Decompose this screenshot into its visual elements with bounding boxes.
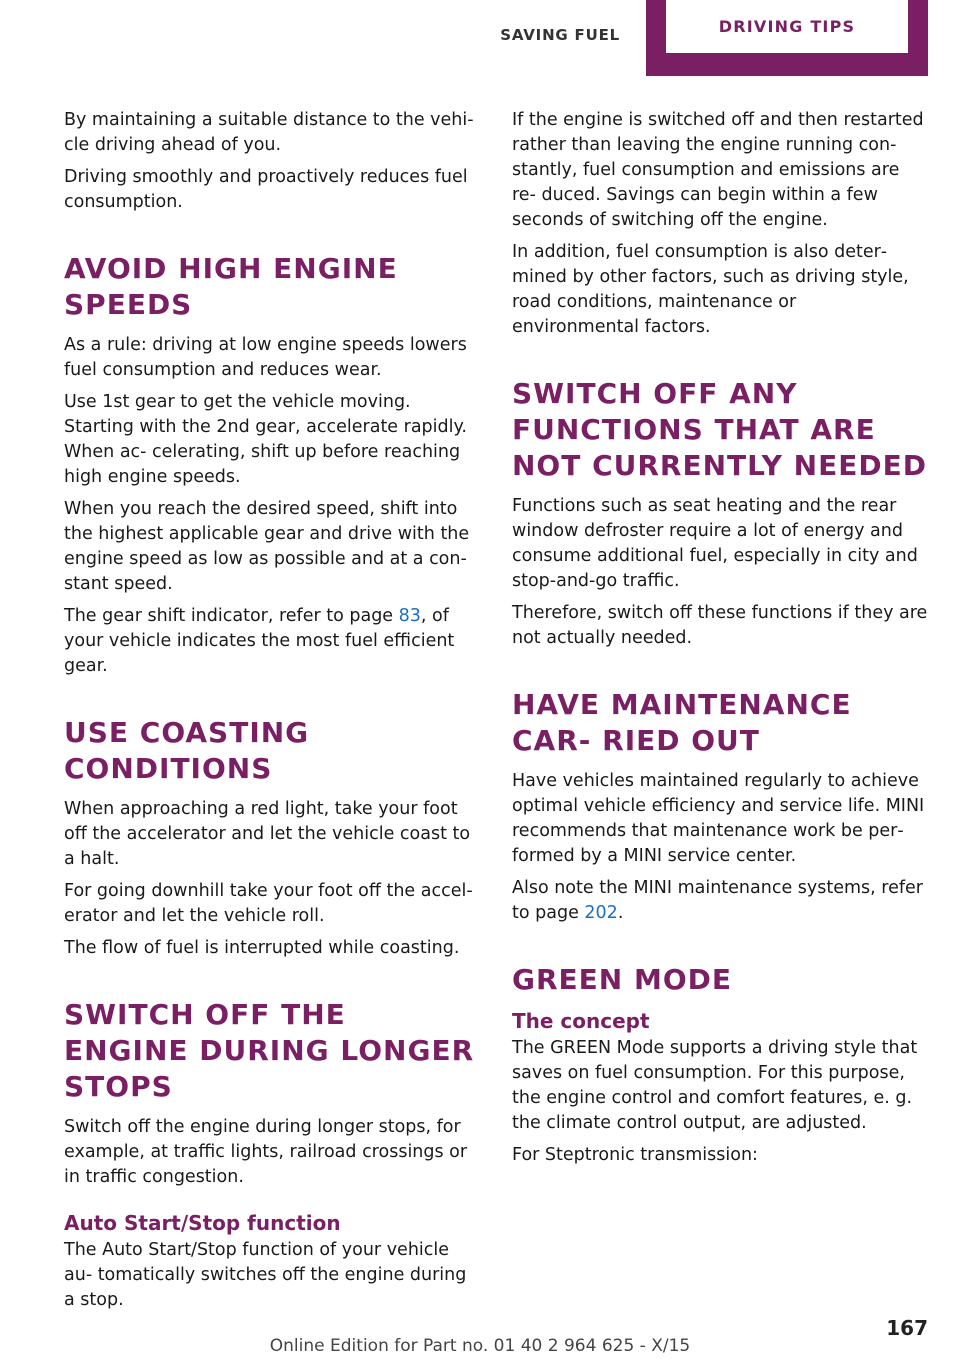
heading-avoid-high-engine-speeds: AVOID HIGH ENGINE SPEEDS bbox=[64, 252, 398, 321]
paragraph: As a rule: driving at low engine speeds lowers fuel consumption and reduces wear. bbox=[64, 335, 467, 380]
page-link-83[interactable]: 83 bbox=[398, 606, 421, 626]
paragraph: Driving smoothly and proactively reduces fuel consumption. bbox=[64, 167, 468, 212]
subheading-the-concept: The concept bbox=[512, 1009, 650, 1033]
heading-switch-off-functions: SWITCH OFF ANY FUNCTIONS THAT ARE NOT CURRENTLY NEEDED bbox=[512, 377, 927, 482]
text: , of your vehicle indicates the most fuel efficient gear. bbox=[64, 606, 455, 676]
paragraph-maintenance-systems bbox=[512, 876, 928, 926]
paragraph: When you reach the desired speed, shift into the highest applicable gear and drive with the engine speed as low as possible and at a con‐ stant speed. bbox=[64, 499, 470, 594]
paragraph: The GREEN Mode supports a driving style that saves on fuel consumption. For this purpose, the engine control and comfort features, e. g. the climate control output, are adjusted. bbox=[512, 1038, 918, 1133]
paragraph: Have vehicles maintained regularly to achieve optimal vehicle efficiency and service life. MINI recommends that maintenance work be per‐ formed by a MINI service center. bbox=[512, 771, 925, 866]
paragraph: In addition, fuel consumption is also deter‐ mined by other factors, such as driving style, road conditions, maintenance or environmental factors. bbox=[512, 242, 909, 337]
paragraph: The Auto Start/Stop function of your vehicle au‐ tomatically switches off the engine during a stop. bbox=[64, 1240, 467, 1310]
text: The gear shift indicator, refer to page bbox=[64, 606, 399, 626]
paragraph: For going downhill take your foot off the accel‐ erator and let the vehicle roll. bbox=[64, 881, 473, 926]
edition-footer: Online Edition for Part no. 01 40 2 964 625 - X/15 bbox=[269, 1336, 691, 1356]
text: . bbox=[617, 903, 624, 923]
paragraph: Therefore, switch off these functions if they are not actually needed. bbox=[512, 603, 928, 648]
paragraph: For Steptronic transmission: bbox=[512, 1145, 758, 1165]
paragraph: Switch off the engine during longer stops, for example, at traffic lights, railroad crossings or in traffic congestion. bbox=[64, 1117, 468, 1187]
heading-use-coasting-conditions: USE COASTING CONDITIONS bbox=[64, 716, 310, 785]
chapter-tab bbox=[646, 0, 928, 76]
text: Also note the MINI maintenance systems, refer to page bbox=[512, 878, 923, 923]
paragraph: Functions such as seat heating and the rear window defroster require a lot of energy and consume additional fuel, especially in city and stop-and-go traffic. bbox=[512, 496, 918, 591]
page-link-202[interactable]: 202 bbox=[584, 903, 618, 923]
heading-switch-off-engine: SWITCH OFF THE ENGINE DURING LONGER STOPS bbox=[64, 998, 475, 1103]
paragraph-gear-shift bbox=[64, 604, 480, 679]
subheading-auto-start-stop: Auto Start/Stop function bbox=[64, 1211, 341, 1235]
paragraph: Use 1st gear to get the vehicle moving. Starting with the 2nd gear, accelerate rapidly. When ac‐ celerating, shift up before reaching high engine speeds. bbox=[64, 392, 467, 487]
section-tab: SAVING FUEL bbox=[500, 26, 620, 44]
heading-green-mode: GREEN MODE bbox=[512, 963, 733, 996]
paragraph: When approaching a red light, take your foot off the accelerator and let the vehicle coast to a halt. bbox=[64, 799, 471, 869]
paragraph: By maintaining a suitable distance to the vehi‐ cle driving ahead of you. bbox=[64, 110, 474, 155]
paragraph: If the engine is switched off and then restarted rather than leaving the engine running con‐ stantly, fuel consumption and emissions are re‐ duced. Savings can begin within a few seconds of switching off the engine. bbox=[512, 110, 924, 230]
chapter-tab-label: DRIVING TIPS bbox=[666, 0, 908, 53]
page-number: 167 bbox=[886, 1316, 928, 1340]
header-tabs bbox=[480, 0, 928, 76]
paragraph: The flow of fuel is interrupted while coasting. bbox=[64, 938, 460, 958]
right-column bbox=[512, 108, 928, 1175]
left-column bbox=[64, 108, 480, 1320]
heading-have-maintenance: HAVE MAINTENANCE CAR‐ RIED OUT bbox=[512, 688, 852, 757]
